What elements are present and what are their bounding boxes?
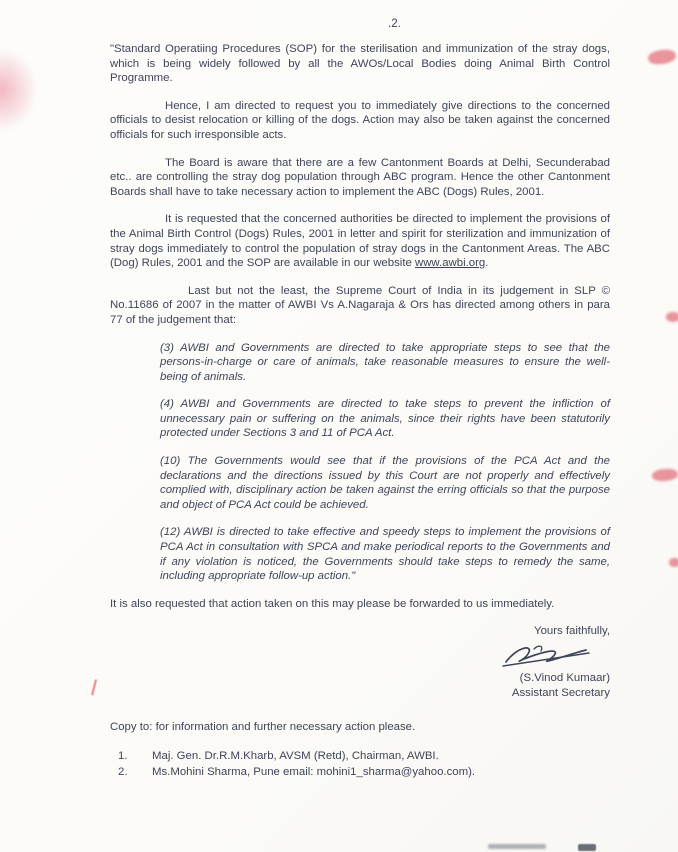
page-number: .2. — [388, 18, 401, 30]
judgement-quote-3: (3) AWBI and Governments are directed to take appropriate steps to see that the persons-in-charge or care of animals, take reasonable measures to ensure the well-being of animals. — [160, 341, 610, 383]
scan-mark-right-3 — [652, 468, 678, 482]
scan-mark-right-2 — [666, 312, 678, 322]
scan-smudge-top-left — [0, 48, 38, 132]
red-pen-mark — [91, 679, 102, 696]
scan-mark-bottom-line — [488, 844, 546, 849]
list-item — [110, 765, 610, 780]
distribution-list — [110, 749, 610, 780]
copy-to-line: Copy to: for information and further necessary action please. — [110, 721, 416, 734]
paragraph-board: The Board is aware that there are a few Cantonment Boards at Delhi, Secunderabad etc.. are controlling the stray dog population through ABC program. Hence the other Cantonment Boards shall have to take necessary action to implement the ABC (Dogs) Rules, 2001. — [110, 156, 610, 198]
scan-mark-bottom-dot — [578, 844, 596, 851]
judgement-quote-10: (10) The Governments would see that if the provisions of the PCA Act and the declarations and the directions issued by this Court are not properly and effectively complied with, disciplinary action be taken against the erring officials so that the purpose and object of PCA Act could be achieved. — [160, 455, 610, 511]
handwritten-signature — [500, 641, 592, 671]
letter-body — [110, 42, 610, 782]
paragraph-sop: "Standard Operatiing Procedures (SOP) for the sterilisation and immunization of the stray dogs, which is being widely followed by all the AWOs/Local Bodies doing Animal Birth Control Programme. — [110, 43, 610, 85]
list-item-number: 2. — [118, 766, 128, 779]
signature-block — [110, 624, 610, 700]
scan-mark-right-1 — [647, 48, 677, 66]
paragraph-request — [110, 212, 610, 270]
paragraph-hence: Hence, I am directed to request you to immediately give directions to the concerned officials to desist relocation or killing of the dogs. Action may also be taken against the concerned officials for such irresponsible acts. — [110, 99, 610, 141]
paragraph-request-text: It is requested that the concerned authorities be directed to implement the provisions of the Animal Birth Control (Dogs) Rules, 2001 in letter and spirit for sterilization and immunization of stray dogs immediately to control the population of stray dogs in the Cantonment Areas. The ABC (Dog) Rules, 2001 and the SOP are available in our website — [110, 213, 610, 270]
salutation: Yours faithfully, — [534, 625, 610, 638]
judgement-quote-4: (4) AWBI and Governments are directed to take steps to prevent the infliction of unnecessary pain or suffering on the animals, since their rights have been statutorily protected under Sections 3 and 11 of PCA Act. — [160, 398, 610, 440]
list-item-number: 1. — [118, 749, 128, 762]
paragraph-supreme-court: Last but not the least, the Supreme Court of India in its judgement in SLP © No.11686 of 2007 in the matter of AWBI Vs A.Nagaraja & Ors has directed among others in para 77 of the judgement that: — [110, 284, 610, 326]
paragraph-request-suffix: . — [485, 257, 489, 270]
list-item-text: Ms.Mohini Sharma, Pune email: mohini1_sharma@yahoo.com). — [152, 766, 476, 779]
list-item-text: Maj. Gen. Dr.R.M.Kharb, AVSM (Retd), Chairman, AWBI. — [152, 749, 439, 762]
signatory-title: Assistant Secretary — [511, 686, 610, 699]
awbi-website-link[interactable]: www.awbi.org — [414, 257, 486, 270]
scan-mark-right-4 — [669, 558, 678, 567]
signatory-name: (S.Vinod Kumaar) — [519, 672, 610, 684]
judgement-quote-12: (12) AWBI is directed to take effective and speedy steps to implement the provisions of PCA Act in consultation with SPCA and make periodical reports to the Governments and if any violation is noticed, the Governments should take steps to remedy the same, including appropriate follow-up action." — [160, 526, 610, 583]
closing-request-line: It is also requested that action taken on this may please be forwarded to us immediately. — [110, 597, 555, 610]
list-item — [110, 749, 610, 764]
